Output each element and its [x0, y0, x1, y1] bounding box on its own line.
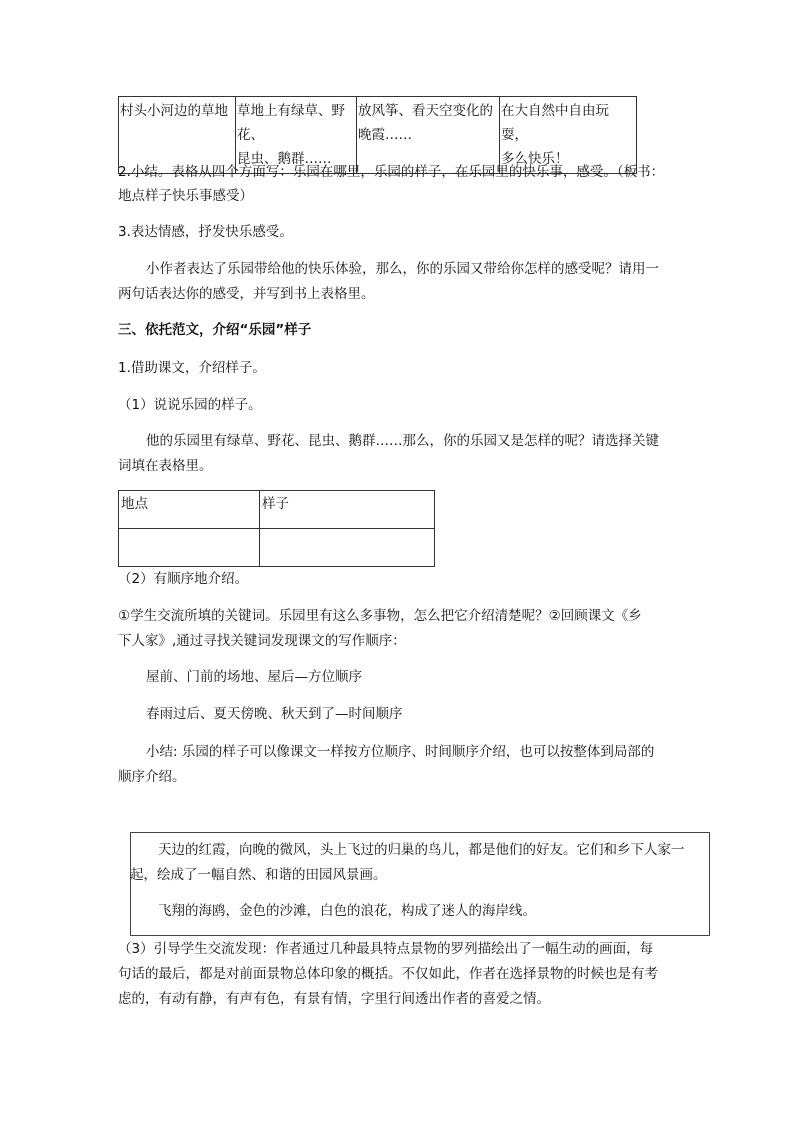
cell-line: 晚霞…… [358, 127, 412, 143]
example-line: 飞翔的海鸥，金色的沙滩，白色的浪花，构成了迷人的海岸线。 [158, 903, 536, 919]
his-paragraph-line: 他的乐园里有绿草、野花、昆虫、鹅群……那么，你的乐园又是怎样的呢？请选择关键 [146, 433, 659, 449]
keyword-table [118, 490, 435, 567]
time-order-line: 春雨过后、夏天傍晚、秋天到了—时间顺序 [146, 706, 403, 722]
his-paragraph-line: 词填在表格里。 [118, 458, 213, 474]
sub-step-heading: （1）说说乐园的样子。 [118, 397, 262, 413]
cell-line: 多么快乐！ [501, 151, 569, 167]
express-heading: 3.表达情感，抒发快乐感受。 [118, 224, 293, 240]
place-order-line: 屋前、门前的场地、屋后—方位顺序 [146, 669, 362, 685]
summary-paragraph-line: 地点样子快乐事感受） [118, 188, 253, 204]
cell-line: 草地上有绿草、野花、 [237, 103, 345, 143]
header-look: 样子 [260, 491, 435, 529]
sub3-paragraph-line: （3）引导学生交流发现：作者通过几种最具特点景物的罗列描绘出了一幅生动的画面，每 [118, 941, 654, 957]
author-paragraph-line: 两句话表达你的感受，并写到书上表格里。 [118, 286, 375, 302]
conclusion-line: 顺序介绍。 [118, 769, 186, 785]
author-paragraph-line: 小作者表达了乐园带给他的快乐体验，那么，你的乐园又带给你怎样的感受呢？请用一 [146, 261, 659, 277]
example-line: 天边的红霞，向晚的微风，头上飞过的归巢的鸟儿，都是他们的好友。它们和乡下人家一 [158, 842, 685, 858]
step-heading: 1.借助课文，介绍样子。 [118, 360, 266, 376]
conclusion-line: 小结: 乐园的样子可以像课文一样按方位顺序、时间顺序介绍，也可以按整体到局部的 [146, 744, 655, 760]
section-heading: 三、依托范文，介绍“乐园”样子 [118, 322, 312, 338]
example-line: 起，绘成了一幅自然、和谐的田园风景画。 [130, 867, 387, 883]
blank-cell-look[interactable] [260, 529, 435, 567]
cell-line: 昆虫、鹅群…… [237, 151, 332, 167]
cell-line: 在大自然中自由玩耍， [501, 103, 609, 143]
cell-line: 村头小河边的草地 [120, 103, 228, 119]
table-row [119, 529, 435, 567]
cell-line: 放风筝、看天空变化的 [358, 103, 493, 119]
summary-paragraph-line: 2.小结。表格从四个方面写：乐园在哪里，乐园的样子，在乐园里的快乐事，感受。（板书： [118, 164, 665, 180]
table-header-row [119, 491, 435, 529]
circle-paragraph-line: 下人家》,通过寻找关键词发现课文的写作顺序： [118, 633, 406, 649]
header-place: 地点 [119, 491, 260, 529]
sub3-paragraph-line: 句话的最后，都是对前面景物总体印象的概括。不仅如此，作者在选择景物的时候也是有考 [118, 966, 658, 982]
circle-paragraph-line: ①学生交流所填的关键词。乐园里有这么多事物，怎么把它介绍清楚呢？②回顾课文《乡 [118, 608, 642, 624]
sub-step-heading: （2）有顺序地介绍。 [118, 571, 249, 587]
blank-cell-place[interactable] [119, 529, 260, 567]
sub3-paragraph-line: 虑的，有动有静，有声有色，有景有情，字里行间透出作者的喜爱之情。 [118, 991, 550, 1007]
